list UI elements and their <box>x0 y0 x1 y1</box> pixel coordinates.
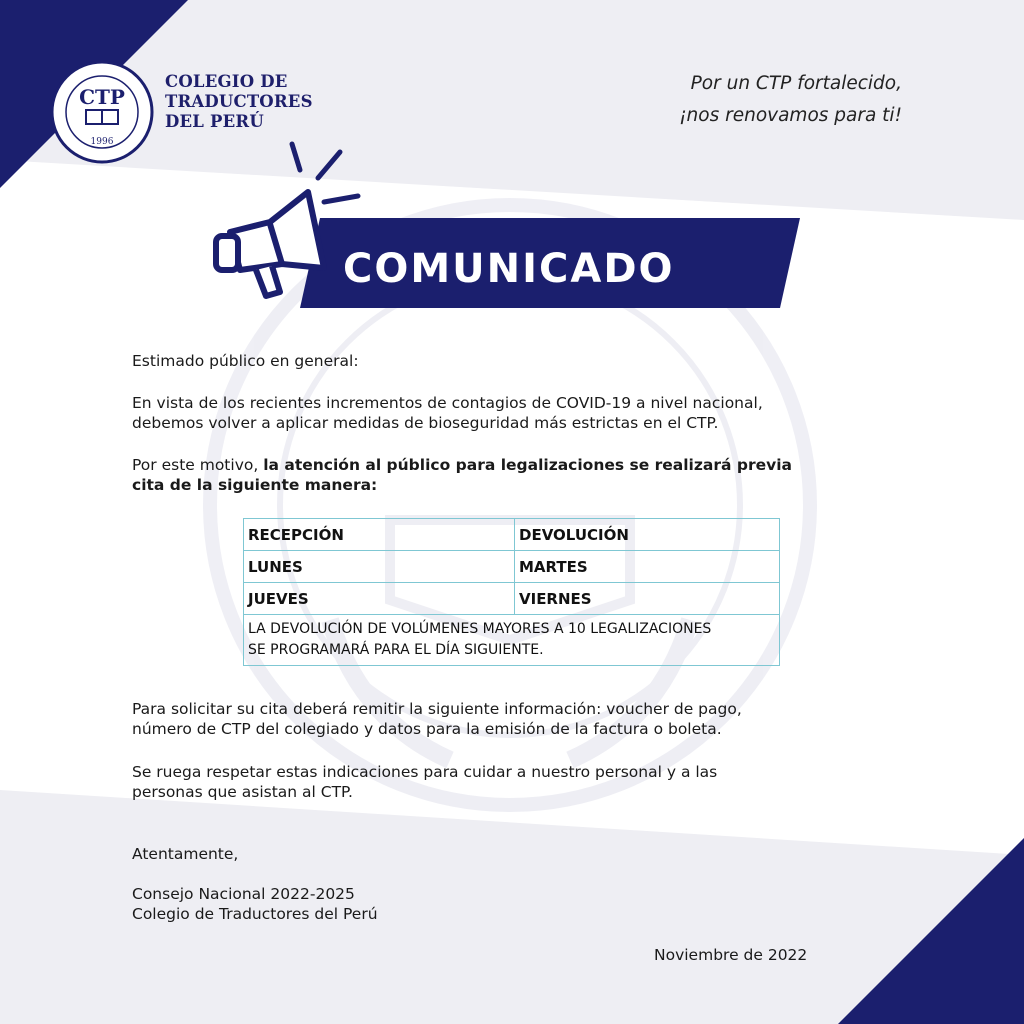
table-row <box>244 551 780 583</box>
date-text: Noviembre de 2022 <box>654 946 808 964</box>
paragraph-line: número de CTP del colegiado y datos para la emisión de la factura o boleta. <box>132 720 722 738</box>
paragraph-line <box>132 455 892 475</box>
closing-text: Atentamente, <box>132 845 239 863</box>
svg-text:1996: 1996 <box>90 137 114 147</box>
greeting-text: Estimado público en general: <box>132 352 359 370</box>
paragraph-line: debemos volver a aplicar medidas de bioseguridad más estrictas en el CTP. <box>132 414 719 432</box>
org-name-line: DEL PERÚ <box>165 112 264 131</box>
paragraph-2-prefix: Por este motivo, <box>132 456 264 474</box>
table-header-cell: DEVOLUCIÓN <box>515 519 780 551</box>
paragraph-line <box>132 475 892 495</box>
signature-line: Colegio de Traductores del Perú <box>132 905 378 923</box>
slogan <box>679 68 902 132</box>
note-line: SE PROGRAMARÁ PARA EL DÍA SIGUIENTE. <box>248 642 544 658</box>
date <box>654 945 834 965</box>
paragraph-1 <box>132 393 892 433</box>
table-header-row <box>244 519 780 551</box>
table-header-cell: RECEPCIÓN <box>244 519 515 551</box>
org-name-line: TRADUCTORES <box>165 92 313 111</box>
paragraph-2-bold: cita de la siguiente manera: <box>132 476 378 494</box>
org-name <box>165 72 313 132</box>
paragraph-line: personas que asistan al CTP. <box>132 783 353 801</box>
svg-text:CTP: CTP <box>79 85 125 109</box>
table-row <box>244 583 780 615</box>
signature-line: Consejo Nacional 2022-2025 <box>132 885 355 903</box>
table-cell: VIERNES <box>515 583 780 615</box>
slogan-line: ¡nos renovamos para ti! <box>679 105 902 126</box>
paragraph-2 <box>132 455 892 495</box>
paragraph-2-bold: la atención al público para legalizaciones se realizará previa <box>263 456 792 474</box>
org-name-line: COLEGIO DE <box>165 72 288 91</box>
slogan-line: Por un CTP fortalecido, <box>690 73 902 94</box>
note-line: LA DEVOLUCIÓN DE VOLÚMENES MAYORES A 10 LEGALIZACIONES <box>248 621 712 637</box>
signature <box>132 884 892 924</box>
table-note <box>244 615 780 666</box>
paragraph-4 <box>132 762 892 802</box>
ctp-logo-seal <box>50 60 154 164</box>
paragraph-line: Para solicitar su cita deberá remitir la siguiente información: voucher de pago, <box>132 700 742 718</box>
closing <box>132 844 892 864</box>
schedule-table <box>243 518 780 666</box>
paragraph-line: En vista de los recientes incrementos de contagios de COVID-19 a nivel nacional, <box>132 394 763 412</box>
table-cell: LUNES <box>244 551 515 583</box>
table-cell: MARTES <box>515 551 780 583</box>
table-cell: JUEVES <box>244 583 515 615</box>
table-note-row <box>244 615 780 666</box>
paragraph-3 <box>132 699 892 739</box>
greeting <box>132 351 892 371</box>
banner-title: COMUNICADO <box>343 246 675 292</box>
paragraph-line: Se ruega respetar estas indicaciones para cuidar a nuestro personal y a las <box>132 763 718 781</box>
